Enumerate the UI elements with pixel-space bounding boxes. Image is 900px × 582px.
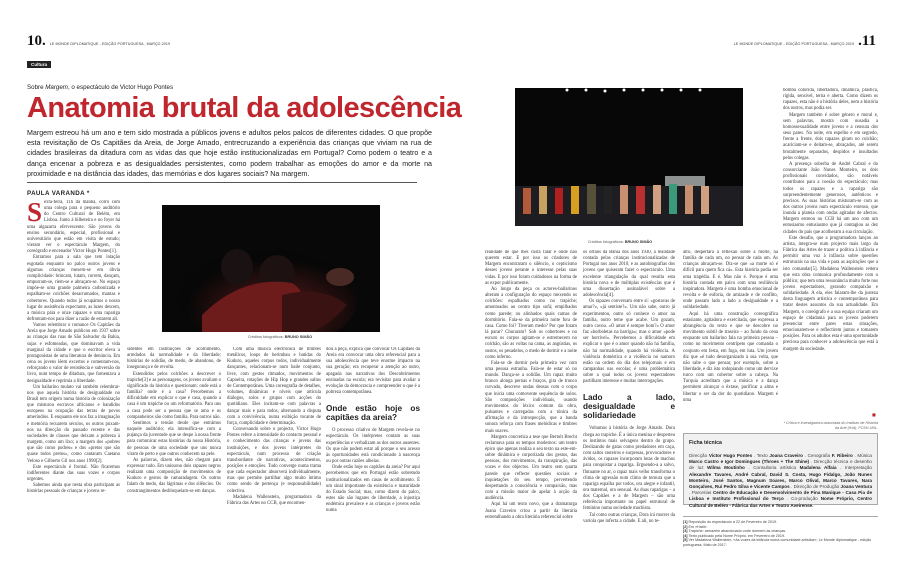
standfirst-rule — [27, 182, 417, 183]
right-folio — [734, 33, 876, 50]
kicker-prefix: Sobre — [27, 84, 46, 91]
paragraph: Vamos relembrar o romance Os Capitães da Areia que Jorge Amado publicou em 1937 sobre as crianças das ruas de São Salvador da Bahia, sujas e esfomeadas, que dominavam a vida marginal da cidade e que o escritor eleva a protagonistas de uma literatura de denúncia. Em cena os jovens lêem excertos e comentam-nos, reforçando o valor de resistência e subversão do livro, num tempo de ditadura, que fomentava a desigualdade e reprimia a liberdade. — [27, 323, 120, 384]
drop-cap: S — [27, 200, 43, 227]
footnote-text: Em «Haiti». — [688, 524, 708, 529]
section-tag: Cultura — [27, 61, 51, 68]
footnote-number: [2] — [683, 524, 688, 529]
ficha-label: . Texto — [752, 453, 770, 458]
ficha-label: . Parcerias — [689, 490, 713, 496]
paragraph: Sentimos a tensão desde que entrámos naquele auditório; ela intensifica-se com a pujança da juventude que se despe à nossa frente para comunicar estas histórias da nossa História, de pessoas de uma sociedade que uns nunca viram de perto e que outros conhecem na pele. — [127, 420, 221, 457]
photo-credit-label: Créditos fotográficos: — [247, 335, 284, 339]
footnote-text: Trapiche: armazém abandonado onde dormem as crianças. — [688, 529, 787, 533]
paragraph: sidentes em instituições de acolhimento, arredados da normalidade e da liberdade; histórias de solidão, de medo, de abandono, de insegurança e de revolta. — [127, 347, 221, 371]
footnotes-rule — [683, 516, 878, 517]
paragraph: Aqui há uma construção coreográfica estasiante, agitadora e exercitada, que expressa a abrangência do texto e que se descobre no movimento subtil de traseira – ao fundo da cena enquanto um bailarino fala na primeira pessoa – como no movimento centrípeto que comanda o conjunto em festa, em fuga, em luta. Um jovem diz que «é tudo desorganizado à sua volta, que não sabe o que pensar, por exemplo, sobre a liberdade, e diz isto rodopiando como um dervixe turco com um cobertor sobre a cabeça. Na Turquia acreditam que a música e a dança permitem alcançar o êxtase, purificar a alma e libertar o ser da dor do quotidiano. Margem é uma — [683, 311, 778, 403]
paragraph: realidade de que lhes custa falar e onde não querem estar. E por isso os criadores de Margem encontraram o silêncio, o cepticismo desses jovens perante o interesse pelas suas vidas. E por isso foram cuidadosos na forma de as expor publicamente. — [485, 250, 577, 286]
column-5 — [485, 250, 577, 560]
paragraph: atro, despertará a reflexão sobre a morte, na família de cada um, no pensar de cada um. As crianças abraçam-se. Diz-se que «a morte só é difícil para quem fica cá». Esta história podia ser uma tragédia. E é. Mas não é. Porque é uma história contada em palco com uma resiliência inspiradora. Margem é uma bomba emocional de revolta e de euforia, de amizade e de conflito, onde passam lado a lado a desigualdade e a solidariedade. — [683, 250, 778, 311]
photo-credit-2 — [560, 240, 680, 244]
ficha-value: Marco Castro e Igor Domingues (Throes + The Shine) — [689, 459, 810, 465]
kicker — [27, 84, 173, 91]
photo-embrace-image — [162, 205, 380, 332]
photo-credit-name: BRUNO SIMÃO — [624, 240, 653, 244]
column-4 — [326, 347, 420, 560]
footnote-number: [3] — [683, 529, 688, 533]
subhead-capitaes: Onde estão hoje os capitães da areia? — [326, 404, 420, 423]
paragraph: Voltamos à história de Jorge Amado. Dora chega ao trapiche. É a única menina e desperteu os instintos mais selvagens dentro do grupo. Deslizando de gatas como predadores em caça, com saltos rasteiros e surpresas, provocadores e ávidos, os rapazes incorporam lutas de machos para conquistar a rapariga. Erguendo-a a salvo, flutuante no ar, o rapaz mais velho transforma o clima de agressão num clima de ternura que a rapariga espalha por todos, ora alegre e infantil, ora maternal, ora sensual. As duas raparigas – a dos Capitães e a de Margem – são uma referência importante no papel estrutural de feminino numa sociedade machista. — [583, 426, 675, 512]
kicker-suffix: , o espectáculo de Victor Hugo Pontes — [67, 84, 174, 91]
right-masthead: LE MONDE DIPLOMATIQUE - EDIÇÃO PORTUGUESA , MARÇO 2019 — [733, 42, 855, 46]
ficha-value: Wilma Moutinho — [707, 465, 745, 471]
byline: PAULA VARANDA * — [27, 190, 90, 197]
paragraph: Madalena Wallenstein, programadora da Fábrica das Artes no CCB, que encomen- — [227, 494, 321, 506]
photo-embrace — [162, 205, 380, 332]
footnote-number: [1] — [683, 520, 688, 524]
column-8 — [783, 88, 878, 416]
paragraph: os órfãos da Bahia dos anos 1930, a realidade contada pelas crianças institucionalizadas de Portugal nos anos 2010, e as autobiografias dos jovens que quiseram fazer o espectáculo. Uma excelente triangulação da qual resulta esta história nova e de múltiplas existências que é uma dissertação assinalável sobre a adolescência[4]. — [583, 250, 675, 299]
paragraph: Tal como outras crianças, Dora irá morrer da varíola que infecta a cidade. E ali, no te- — [583, 512, 675, 524]
standfirst: Margem estreou há um ano e tem sido mostrada a públicos jovens e adultos pelos palcos de diferentes cidades. O que propõe esta revisitação de Os Capitães da Areia, de Jorge Amado, entrecruzando a experiência das crianças que viviam na rua de cidades brasileiras da ditadura com as vidas das que hoje estão institucionalizadas em Portugal? Como podem o teatro e a dança encenar a pobreza e as desigualdades persistentes, como podem trabalhar as emoções do amor e da morte na proximidade e na distância das idades, das memórias e dos lugares sociais? Na margem. — [27, 129, 432, 178]
ficha-body — [689, 453, 872, 509]
left-folio — [27, 33, 170, 50]
paragraph: Conversando sobre o projecto, Victor Hugo Pontes refere a intensidade do contacto pessoal e o conhecimento das crianças e jovens das instituições, e dos jovens intérpretes do espectáculo, num processo de criação transbordante de narrativas, acontecimentos, posições e emoções. Tudo converge numa trama que cada espectador absorverá individualmente, mas que permite partilhar algo muito íntimo como sendo de pertença (e responsabilidade) colectiva. — [227, 427, 321, 494]
column-6 — [583, 250, 675, 560]
ficha-label: . Música — [852, 453, 872, 458]
footnote-number: [4] — [683, 533, 688, 538]
photo-credit-label: Créditos fotográficos: — [587, 240, 624, 244]
ficha-label: . Co-produção — [783, 496, 821, 502]
photo-line-up — [515, 88, 743, 226]
paragraph: bomba colorida, libertadora, dinâmica, plástica, rígida, sensível, terna e aberta. Como dizem os rapazes, esta não é a história deles, nem a história dos outros, mas podia ser. — [783, 88, 878, 112]
headline: Anatomia brutal da adolescência — [27, 92, 462, 124]
paragraph: Fala-se de dormir pela primeira vez com uma pessoa estranha. Fala-se de estar só no mundo. Dança-se a solidão. Um rapaz muito branco alonga pernas e braços, gira de tronco curvado, descreve ondas densas com o corpo que inicia uma comovente sequência de solos. São composições individuais, usando movimentos do léxico comum da obra, pulsantes e carregadas com a tónica da afirmação e da introspecção, que a banda sonora reforça com frases melódicas e timbres mais suaves. — [485, 360, 577, 434]
ficha-value: Joana Ventura — [840, 484, 872, 490]
ficha-label: . Interpretação — [836, 465, 872, 471]
author-note: * Crítica e investigadora associada do Instituto de História da Arte (IHA), FCSH-UNL. — [783, 421, 878, 430]
ficha-label: . Direcção técnica e desenho de luz — [689, 459, 872, 471]
left-masthead: LE MONDE DIPLOMATIQUE - EDIÇÃO PORTUGUESA , MARÇO 2019 — [49, 42, 171, 46]
photo-credit-1 — [220, 335, 340, 339]
ficha-value: Nome Próprio, Centro Cultural de Belém - Fábrica das Artes e Teatro Aveirense. — [689, 496, 872, 508]
column-2 — [127, 347, 221, 560]
footnote-number: [5] — [683, 538, 688, 542]
column-1 — [27, 200, 120, 560]
paragraph: Margem concretiza a tese que Bertolt Brecht reclamava para os tempos modernos: um teatro épico que apenas realiza o seu texto na este-em-sobre dinâmica e corporizada dos gestos, das pessoas, dos movimentos, da transpiração, das vozes e dos objectos. Um teatro sem quarta parede que reflecte questões sociais e inquietações do seu tempo, pervertendo despertando a consciência e compaixão, mas com a missão maior de apelar à acção da audiência. — [485, 434, 577, 502]
ficha-label: . Cenografia — [802, 453, 832, 458]
ficha-value: Victor Hugo Pontes — [708, 453, 753, 458]
end-mark-icon: ■ — [872, 412, 876, 417]
ficha-value: Centro de Educação e Desenvolvimento de Pina Manique - Casa Pia de Lisboa e Instituto Profissional do Terço — [689, 490, 872, 502]
ficha-title: Ficha técnica — [689, 440, 722, 446]
paragraph: Entramos para a sala que tem lotação esgotada enquanto no palco outros jovens e algumas crianças mexem-se em óbvia cumplicidade: brincam, lutam, correm, dançam, empurram-se, riem-se e abraçam-se. No espaço impõe-se uma grande palmeira carbonizada e espalham-se colchões desarrumados, mantas e cobertores. Quando todos já ocupámos o nosso lugar de assistência expectante, as luzes descem, a música pára e onze rapazes e uma rapariga defrontam-nos para dizer a razão de estarem ali. — [27, 255, 120, 322]
ficha-label: . Direcção de Produção — [789, 484, 841, 490]
ficha-label: . Consultoria artística — [744, 465, 800, 471]
paragraph: Margem também é sobre género e moral e, sem palavras, mostra com ousadia a homossexualidade entre jovens e a censura dos seus pares. Na noite, em espelho e em segredo, frente a frente, dois rapazes giram no colchão; acariciam-se e deitam-se, abraçados, até serem brutalmente separados, despidos e insultados pelos colegas. — [783, 112, 878, 161]
paragraph: Aqui há um texto novo, que a dramaturga Joana Craveiro criou a partir da literária entretalhando a obra literária referencial sobre — [485, 502, 577, 520]
ficha-value: Madalena Alfaia — [799, 465, 837, 471]
footnote-text: Texto publicado pela Nome Próprio, em Fevereiro de 2019. — [688, 533, 786, 538]
ficha-tecnica-box — [683, 433, 878, 508]
photo-credit-name: BRUNO SIMÃO — [284, 335, 313, 339]
paragraph: dou a peça, explica que convocar Os Capitães da Areia era convocar uma obra referencial para a sua adolescência que teve enorme impacto na sua geração; era recuperar a atenção ao outro, apagada nas narrativas dos Descobrimentos ensinadas na escola; era revisitar para avaliar a evolução da democracia e compreender o que é a pobreza contemporânea. — [326, 347, 420, 396]
paragraph: Os rapazes conversam entre si: «gostavas de amar?», «já sentiste?». Um não sabe, outro já experimentou, outro só conhece o amor na família, outro teme que acabe. Um gozam, outro cavou. «O amor é sempre bom?» O amor faz «borboletas na barriga»; mas o amor «pode ser horrível». Percebemos a dificuldade em explicar o que é o amor quando não há família, não há normalidade, quando há violência. A violência doméstica e a violência no namoro estão na ordem do dia dos telejornais e em campanhas nas escolas; é uma problemática sobre a qual todos os jovens espectadores partilham interesse e muitas interrogações. — [583, 299, 675, 385]
paragraph: Onde estão hoje os capitães da areia? Por aqui percebemos que em Portugal estão sobretudo institucionalizados em casas de acolhimento. É um sinal importante da existência e maturidade do Estado Social; mas, como dizem do palco, estes não são lugares de liberdade, a injustiça endémica prevalece e as crianças e jovens estão numa — [326, 465, 420, 514]
footnote-text: Ver Madalena Wallenstein, «As vozes da infância numa comunidade artística», Le Monde diplomatique - edição portuguesa, Maio de 2017. — [683, 538, 872, 547]
footnote-text: Reposição do espectáculo a 22 de Fevereiro de 2019. — [688, 520, 778, 524]
ficha-value: Alexandre Tavares, André Cabral, David S. Costa, Hugo Fidalgo, João Nunes Monteiro, José Santos, Magnum Soares, Marco Olival, Marco Tavares, Nara Gonçalves, Rui Pedro Silva e Vicente Campos — [689, 471, 872, 490]
paragraph: exta-feira, 11h da manhã, corro com uma colega para o pequeno auditório do Centro Cultural de Belém, em Lisboa. Junto à bilheteira e no foyer há uma algazarra efervescente. São jovens do ensino secundário, especial, profissional e universitário que estão em visita de estudo; vieram ver o espectáculo Margem, do coreógrafo e encenador Victor Hugo Pontes[1]. — [27, 200, 120, 255]
subhead-lado-a-lado: Lado a lado, desigualdade e solidariedade — [583, 393, 675, 421]
paragraph: Este desafio, que a programadora lançou ao artista, integra-se num projecto mais largo da Fábrica das Artes de trazer a política à infância e permitir uma voz à infância sobre questões estruturais na sua vida e para as aspirações que a isto comandar[5]. Madalena Wallenstein reitera que esta obra comunica profundamente com o público; que tem uma ressonância muito forte nos jovens espectadores, gerando compaixão e solidariedade. A ela, eles falaram-lhe da justeza desta linguagem artística e contemporânea para tratar destes assuntos da sua actualidade. Em Margem, o coreógrafo e a sua equipa criaram um espaço de cidadania para os jovens poderem presenciar entre pares estas situações, emocionarem-se e reflectirem juntos e tomarem posições. Para os adultos esta é uma oportunidade preciosa para conhecer a adolescência que está à margem da sociedade. — [783, 235, 878, 352]
column-7 — [683, 250, 778, 420]
right-page-number: .11 — [858, 33, 876, 49]
ficha-value: Joana Craveiro — [769, 453, 803, 458]
footnote — [683, 538, 878, 547]
paragraph: Estendidos pelos colchões a descrever o trapiche[3] e as personagens, os jovens avaliam o significado da história e questionam: onde está a família? onde é a casa? Percebemos a dificuldade em explicar o que é casa, quando a casa é um trapiche ou um reformatório. Para uns a casa pode ser a pessoa que se ama e os companheiros são como família. Para outros não. — [127, 371, 221, 420]
paragraph: As palavras, dizem eles, não chegam para expressar tudo. Em uníssono dois rapazes negros realizam uma composição de movimentos de Kuduro e gestos de camaradagem. Os outros falam do medo, das lágrimas e dos silêncios. Os constrangimentos desbloqueiam-se em danças. — [127, 457, 221, 494]
paragraph: Este espectáculo é frontal. Não ficaremos indiferentes diante das suas vozes e corpos urgentes. — [27, 464, 120, 483]
left-page-number: 10. — [27, 33, 46, 49]
ficha-label: Direcção — [689, 453, 709, 458]
paragraph: Ao longo da peça os actores-bailarinos alteram a configuração do espaço mexendo os colchões: espalhados como no trapiche; amontoados ao centro tipo sofá; empilhados como parede; ou alinhados quais camas de dormitório. Fala-se da primeira noite fora de casa. Como foi? Tiveram medo? Por que foram lá parar? Choraram? Sob os cobertores e no escuro os corpos agitam-se e estremecem no colchão, são as voltas na cama, as angústias, os sustos, os pesadelos, o medo de dormir e a noite como inferno. — [485, 286, 577, 360]
paragraph: Um bailarino mulato vai também relembrar-nos que aquela história de desigualdade no Brasil tem origem numa história de colonização que misturou escravos africanos e bandidos europeus na ocupação das terras de povos ameríndios. E enquanto ele nos faz a imaginação e memória recuarem séculos, os outros puxam-nos na direcção do passado recente e das sociedades de classes que deixam a pobreza à margem, como um lixo; a margem dos «pobres que são como podres» e dos «pretos que são quase todos pretos», como cantaram Caetano Veloso e Gilberto Gil nos anos 1990[2]. — [27, 384, 120, 464]
column-3 — [227, 347, 321, 560]
paragraph: A presença soberba de André Cabral e do consorciante João Nunes Monteiro, os dois profissionais convidados, são notáveis contributos para a coesão do espectáculo; mas todos os rapazes e a rapariga são surpreendentemente generosos, autênticos e precisos. As suas histórias misturam-se com as dos outros jovens num espectáculo extenso, que inunda a plateia com ondas agitadas de afectos. Margem estreou no CCB há um ano com um entusiasmo entusiasmo que já contagiou as dez cidades do país que acolheram a sua circulação. — [783, 161, 878, 235]
kicker-italic: Margem — [45, 84, 68, 91]
footnotes — [683, 520, 878, 547]
ficha-value: F. Ribeiro — [831, 453, 853, 458]
paragraph: Sabemos ainda que nesta obra participam as histórias pessoais de crianças e jovens re- — [27, 483, 120, 495]
paragraph: Com uma música electrónica de timbres metálicos, loops de berimbau e batidas do Kuduro, aqueles corpos todos, individualmente dançantes, relacionam-se num baile conjunto, livre, com gestos ritmados, movimentos de Capoeira, rotações de Hip Hop e grandes saltos de Contemporânea. Uma coreografia de detalhes, volumes, dinâmicas e níveis que articula diálogos, solos e grupos com acções do quotidiano. Eles incitam-se com palavras a dançar mais e para todos, alternando a disputa com a convivência, numa exibição tocante de força, cumplicidade e determinação. — [227, 347, 321, 426]
paragraph: O processo criativo de Margem revela-se no espectáculo. Os intérpretes contam as suas experiências e verbalizam as dos outros ausentes. Os que não podem estar ali porque o seu acesso às oportunidades está condicionado à nascença ou por outras razões alheias. — [326, 428, 420, 465]
photo-line-up-image — [515, 88, 743, 226]
